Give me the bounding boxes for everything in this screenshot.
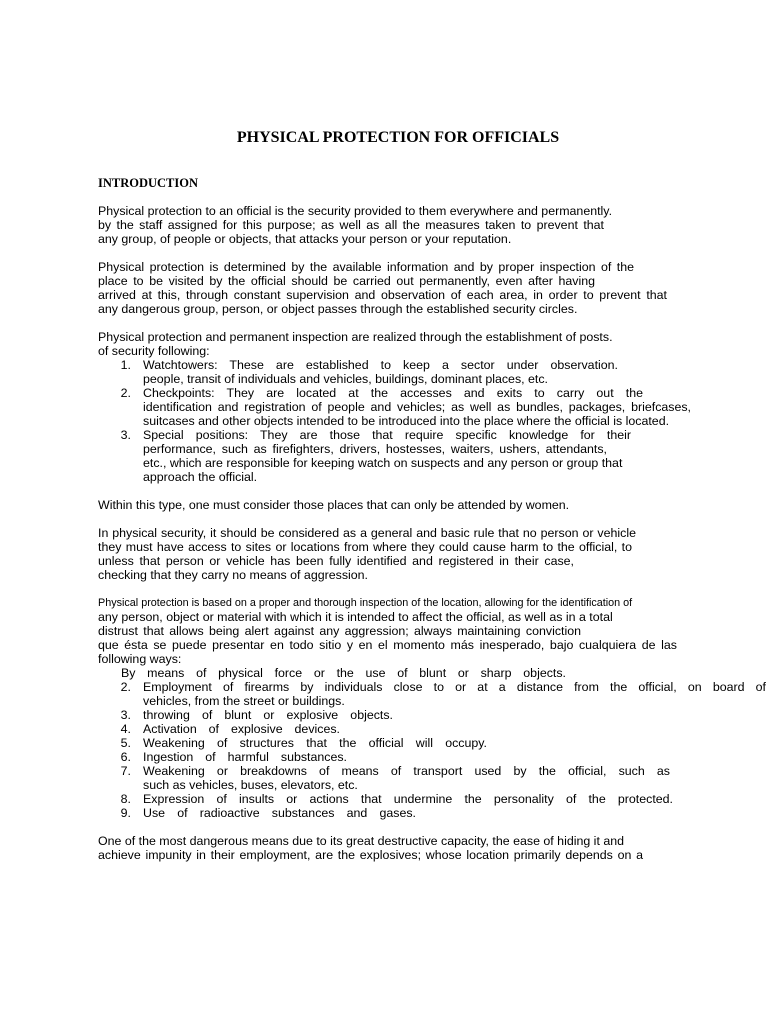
paragraph-line: Physical protection and permanent inspection are realized through the establishment of posts. (98, 330, 613, 344)
list-item: Use of radioactive substances and gases. (143, 806, 416, 820)
list-number: 3. (120, 428, 131, 442)
list-item: Watchtowers: These are established to keep a sector under observation. (143, 358, 618, 372)
section-heading: INTRODUCTION (98, 176, 199, 190)
document-title: PHYSICAL PROTECTION FOR OFFICIALS (236, 129, 560, 146)
list-item: suitcases and other objects intended to be introduced into the place where the official is located. (143, 414, 670, 428)
paragraph-line: following ways: (98, 652, 182, 666)
list-item: Ingestion of harmful substances. (143, 750, 347, 764)
paragraph-line: que ésta se puede presentar en todo sitio y en el momento más inesperado, bajo cualquiera de las (98, 638, 677, 652)
list-item: etc., which are responsible for keeping watch on suspects and any person or group that (143, 456, 623, 470)
list-number: 1. (120, 358, 131, 372)
list-item: Weakening of structures that the official will occupy. (143, 736, 487, 750)
paragraph-line: any group, of people or objects, that attacks your person or your reputation. (98, 232, 512, 246)
list-item: Weakening or breakdowns of means of transport used by the official, such as (143, 764, 670, 778)
paragraph-line: Within this type, one must consider those places that can only be attended by women. (98, 498, 570, 512)
paragraph-line: any person, object or material with which it is intended to affect the official, as well as in a total (98, 610, 613, 624)
list-number: 4. (120, 722, 131, 736)
list-item: By means of physical force or the use of blunt or sharp objects. (121, 666, 566, 680)
paragraph-line: checking that they carry no means of aggression. (98, 568, 368, 582)
list-item: Checkpoints: They are located at the accesses and exits to carry out the (143, 386, 643, 400)
list-number: 8. (120, 792, 131, 806)
list-number: 9. (120, 806, 131, 820)
list-item: such as vehicles, buses, elevators, etc. (143, 778, 358, 792)
list-number: 3. (120, 708, 131, 722)
list-number: 7. (120, 764, 131, 778)
paragraph-line: place to be visited by the official should be carried out permanently, even after having (98, 274, 595, 288)
paragraph-line: In physical security, it should be considered as a general and basic rule that no person or vehicle (98, 526, 636, 540)
paragraph-line: Physical protection to an official is the security provided to them everywhere and permanently. (98, 204, 613, 218)
paragraph-line: by the staff assigned for this purpose; as well as all the measures taken to prevent that (98, 218, 604, 232)
paragraph-line: achieve impunity in their employment, are the explosives; whose location primarily depends on a (98, 848, 643, 862)
paragraph-line: unless that person or vehicle has been fully identified and registered in their case, (98, 554, 574, 568)
list-item: Special positions: They are those that require specific knowledge for their (143, 428, 631, 442)
list-item: Employment of firearms by individuals close to or at a distance from the official, on board of (143, 680, 766, 694)
list-item: throwing of blunt or explosive objects. (143, 708, 393, 722)
paragraph-line: distrust that allows being alert against any aggression; always maintaining conviction (98, 624, 581, 638)
paragraph-line: Physical protection is determined by the available information and by proper inspection of the (98, 260, 634, 274)
paragraph-line: One of the most dangerous means due to its great destructive capacity, the ease of hiding it and (98, 834, 624, 848)
list-item: approach the official. (143, 470, 258, 484)
paragraph-line: Physical protection is based on a proper and thorough inspection of the location, allowing for the identification of (98, 597, 633, 609)
list-number: 6. (120, 750, 131, 764)
paragraph-line: they must have access to sites or locations from where they could cause harm to the official, to (98, 540, 632, 554)
list-item: vehicles, from the street or buildings. (143, 694, 345, 708)
list-item: Expression of insults or actions that undermine the personality of the protected. (143, 792, 673, 806)
paragraph-line: any dangerous group, person, or object passes through the established security circles. (98, 302, 578, 316)
list-number: 2. (120, 680, 131, 694)
paragraph-line: arrived at this, through constant supervision and observation of each area, in order to prevent that (98, 288, 667, 302)
list-item: performance, such as firefighters, drivers, hostesses, waiters, ushers, attendants, (143, 442, 607, 456)
list-number: 5. (120, 736, 131, 750)
list-number: 2. (120, 386, 131, 400)
list-item: identification and registration of people and vehicles; as well as bundles, packages, briefcases, (143, 400, 691, 414)
paragraph-line: of security following: (98, 344, 210, 358)
list-item: Activation of explosive devices. (143, 722, 340, 736)
list-item: people, transit of individuals and vehicles, buildings, dominant places, etc. (143, 372, 549, 386)
